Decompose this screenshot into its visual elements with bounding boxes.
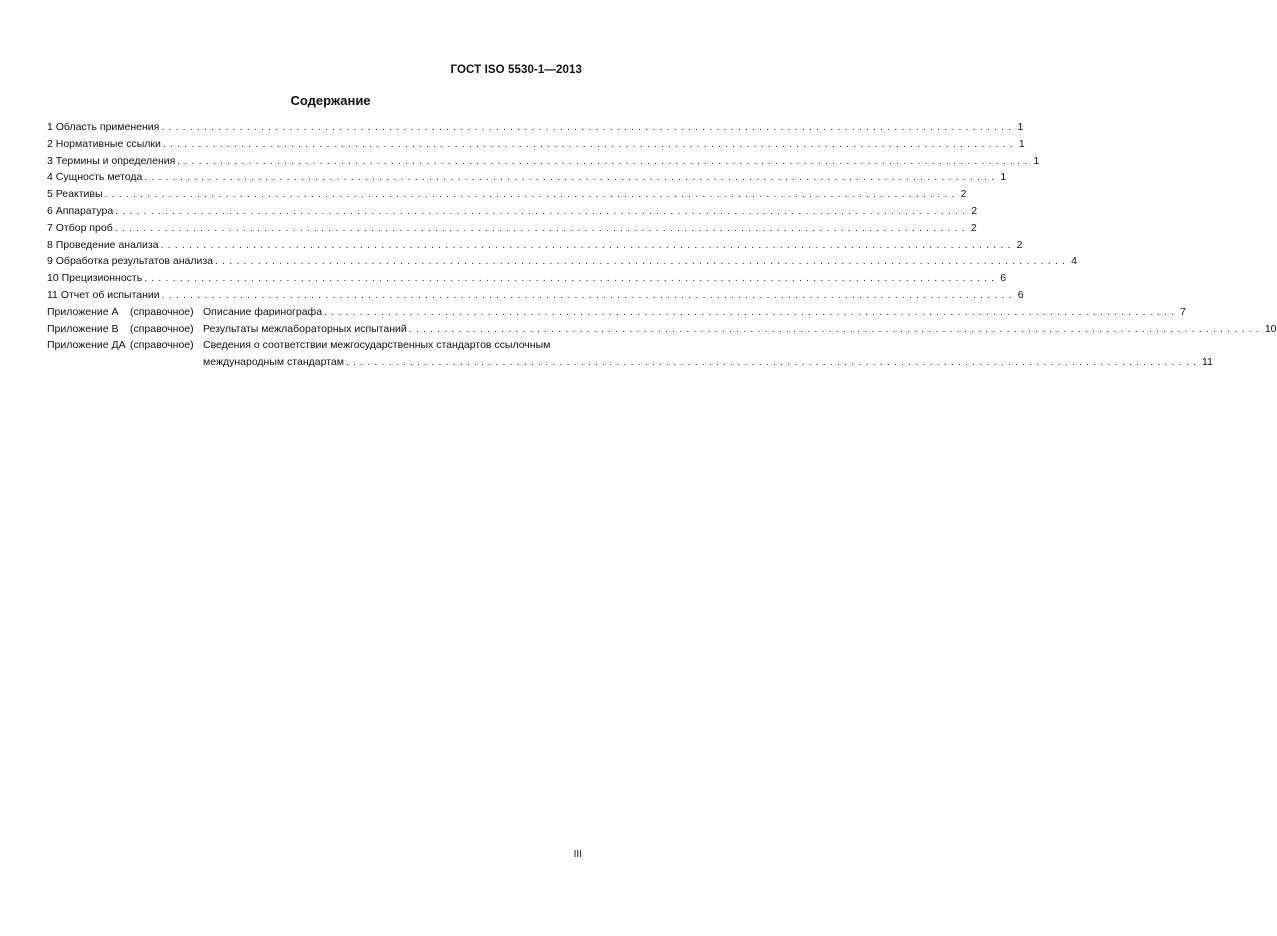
toc-entry-label: 5 Реактивы	[47, 188, 103, 201]
toc-entry-label: 6 Аппаратура	[47, 204, 114, 217]
page-number: III	[573, 849, 582, 860]
appendix-title: Результаты межлабораторных испытаний	[203, 322, 407, 335]
dot-leader: ........................................................................................................................	[144, 171, 999, 184]
toc-entry[interactable]	[47, 221, 977, 239]
dot-leader: ........................................................................................................................	[177, 154, 1032, 167]
dot-leader: ........................................................................................................................	[114, 221, 969, 234]
toc-entry-page: 1	[1018, 137, 1025, 150]
appendix-entry[interactable]	[47, 339, 1213, 373]
appendix-entry[interactable]	[47, 305, 1186, 323]
appendix-page: 7	[1180, 305, 1186, 318]
appendix-type: (справочное)	[130, 339, 194, 352]
dot-leader: ........................................................................................................................	[115, 204, 970, 217]
toc-entry[interactable]	[47, 255, 1077, 272]
dot-leader: ........................................................................................................................	[324, 305, 1179, 318]
dot-leader: ........................................................................................................................	[162, 137, 1017, 150]
appendix-page: 11	[1202, 356, 1213, 369]
toc-entry-page: 2	[1016, 238, 1023, 251]
appendix-entry[interactable]	[47, 322, 1277, 340]
dot-leader: ........................................................................................................................	[104, 188, 959, 201]
toc-entry[interactable]	[47, 272, 1007, 289]
appendix-type: (справочное)	[130, 305, 194, 318]
toc-entry-label: 10 Прецизионность	[47, 272, 143, 285]
toc-entry-page: 2	[960, 188, 967, 201]
toc-entry-page: 2	[971, 204, 978, 217]
toc-entry-page: 1	[1017, 121, 1024, 133]
toc-entry[interactable]	[47, 288, 1024, 306]
appendix-name: Приложение А	[47, 305, 119, 318]
toc-entry[interactable]	[47, 171, 1007, 188]
toc-entry[interactable]	[47, 238, 1023, 256]
toc-entry[interactable]	[47, 137, 1025, 155]
toc-entry[interactable]	[47, 121, 1024, 138]
toc-entry-label: 1 Область применения	[47, 121, 160, 133]
dot-leader: ........................................................................................................................	[215, 255, 1070, 268]
toc-entry[interactable]	[47, 204, 978, 222]
document-code: ГОСТ ISO 5530-1—2013	[450, 64, 582, 76]
toc-entry-label: 7 Отбор проб	[47, 221, 113, 234]
dot-leader: ........................................................................................................................	[161, 121, 1016, 133]
toc-entry[interactable]	[47, 154, 1040, 172]
dot-leader: ........................................................................................................................	[144, 272, 999, 285]
appendix-title: Описание фаринографа	[203, 305, 323, 318]
appendix-title-continued: международным стандартам	[203, 356, 344, 369]
toc-entry-label: 3 Термины и определения	[47, 154, 176, 167]
toc-entry-page: 6	[1017, 288, 1024, 301]
page-title: Содержание	[290, 93, 371, 108]
toc-entry-page: 1	[1033, 154, 1040, 167]
toc-entry-page: 2	[970, 221, 977, 234]
dot-leader: ........................................................................................................................	[408, 322, 1263, 335]
toc-entry-label: 11 Отчет об испытании	[47, 288, 160, 301]
appendix-name: Приложение ДА	[47, 339, 126, 352]
dot-leader: ........................................................................................................................	[345, 356, 1201, 369]
dot-leader: ........................................................................................................................	[161, 288, 1016, 301]
dot-leader: ........................................................................................................................	[160, 238, 1015, 251]
toc-entry-page: 1	[1000, 171, 1007, 184]
table-of-contents	[47, 121, 1277, 373]
toc-entry-page: 4	[1071, 255, 1077, 268]
appendix-name: Приложение В	[47, 322, 119, 335]
toc-entry-label: 8 Проведение анализа	[47, 238, 159, 251]
toc-entry-label: 2 Нормативные ссылки	[47, 137, 161, 150]
toc-entry-page: 6	[1000, 272, 1007, 285]
appendix-page: 10	[1264, 322, 1277, 335]
toc-entry-label: 4 Сущность метода	[47, 171, 143, 184]
toc-entry-label: 9 Обработка результатов анализа	[47, 255, 214, 268]
toc-entry[interactable]	[47, 188, 967, 205]
appendix-type: (справочное)	[130, 322, 194, 335]
appendix-title: Сведения о соответствии межгосударственных стандартов ссылочным	[203, 339, 551, 352]
